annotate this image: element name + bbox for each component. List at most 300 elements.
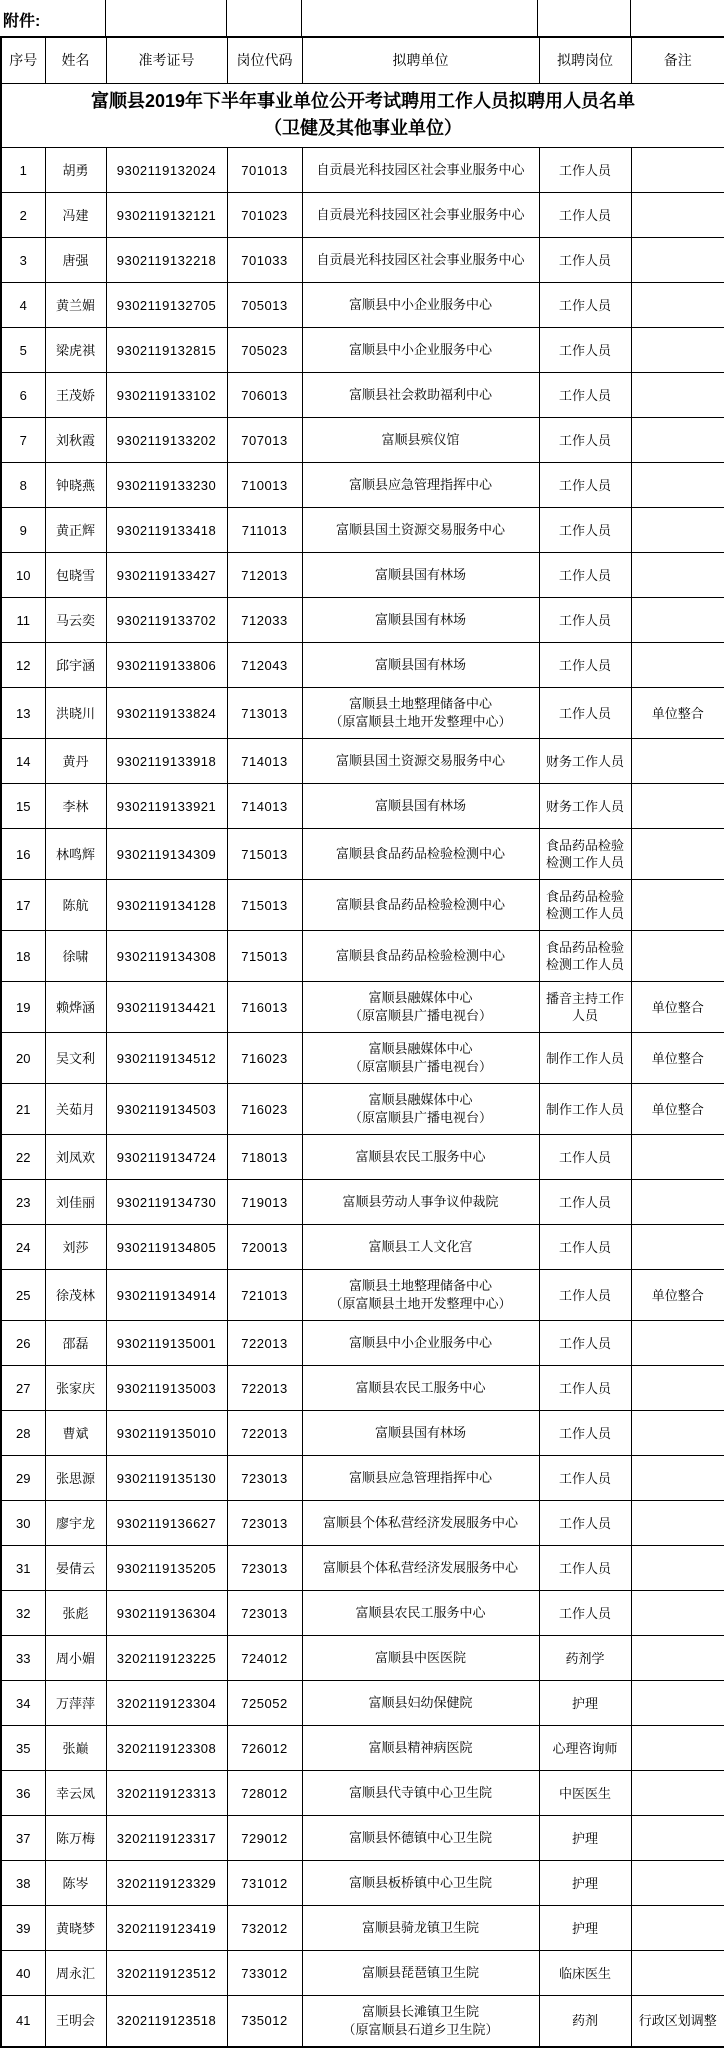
table-row xyxy=(1,1771,724,1816)
table-row xyxy=(1,1906,724,1951)
cell-code: 716023 xyxy=(227,1084,302,1135)
cell-code: 718013 xyxy=(227,1135,302,1180)
cell-unit xyxy=(302,1771,539,1816)
cell-name: 邵磊 xyxy=(45,1321,106,1366)
cell-unit xyxy=(302,1816,539,1861)
cell-position: 工作人员 xyxy=(539,1225,631,1270)
cell-remark xyxy=(631,1951,724,1996)
cell-remark xyxy=(631,1906,724,1951)
cell-name: 黄晓梦 xyxy=(45,1906,106,1951)
cell-unit xyxy=(302,784,539,829)
table-row xyxy=(1,1270,724,1321)
table-row xyxy=(1,193,724,238)
cell-code: 720013 xyxy=(227,1225,302,1270)
cell-remark xyxy=(631,880,724,931)
cell-no: 11 xyxy=(1,598,45,643)
cell-code: 731012 xyxy=(227,1861,302,1906)
table-row xyxy=(1,463,724,508)
cell-remark xyxy=(631,553,724,598)
unit-name: 自贡晨光科技园区社会事业服务中心 xyxy=(316,162,525,178)
cell-position: 食品药品检验检测工作人员 xyxy=(539,829,631,880)
cell-code: 705013 xyxy=(227,283,302,328)
cell-no: 8 xyxy=(1,463,45,508)
cell-code: 722013 xyxy=(227,1411,302,1456)
unit-name: 富顺县国土资源交易服务中心 xyxy=(335,753,505,769)
unit-name: 富顺县食品药品检验检测中心 xyxy=(335,948,505,964)
cell-code: 719013 xyxy=(227,1180,302,1225)
cell-code: 714013 xyxy=(227,784,302,829)
cell-exam-no: 9302119134805 xyxy=(106,1225,227,1270)
cell-remark xyxy=(631,373,724,418)
cell-code: 710013 xyxy=(227,463,302,508)
cell-position: 制作工作人员 xyxy=(539,1084,631,1135)
cell-no: 31 xyxy=(1,1546,45,1591)
cell-code: 706013 xyxy=(227,373,302,418)
cell-name: 洪晓川 xyxy=(45,688,106,739)
cell-exam-no: 9302119133202 xyxy=(106,418,227,463)
cell-name: 钟晓燕 xyxy=(45,463,106,508)
col-header-name: 姓名 xyxy=(45,37,106,83)
cell-exam-no: 9302119134730 xyxy=(106,1180,227,1225)
table-row xyxy=(1,688,724,739)
cell-remark xyxy=(631,508,724,553)
unit-name: 富顺县融媒体中心 xyxy=(368,990,473,1006)
cell-unit xyxy=(302,982,539,1033)
cell-unit xyxy=(302,1501,539,1546)
cell-no: 18 xyxy=(1,931,45,982)
cell-no: 41 xyxy=(1,1996,45,2047)
cell-position: 护理 xyxy=(539,1861,631,1906)
cell-no: 3 xyxy=(1,238,45,283)
cell-unit xyxy=(302,148,539,193)
cell-code: 701033 xyxy=(227,238,302,283)
cell-position: 食品药品检验检测工作人员 xyxy=(539,880,631,931)
cell-no: 14 xyxy=(1,739,45,784)
cell-remark xyxy=(631,328,724,373)
cell-remark xyxy=(631,1681,724,1726)
cell-code: 715013 xyxy=(227,880,302,931)
cell-position: 工作人员 xyxy=(539,283,631,328)
cell-code: 701023 xyxy=(227,193,302,238)
cell-unit xyxy=(302,829,539,880)
col-header-position: 拟聘岗位 xyxy=(539,37,631,83)
cell-position: 工作人员 xyxy=(539,1411,631,1456)
unit-former-name: （原富顺县广播电视台） xyxy=(348,1008,492,1024)
cell-exam-no: 3202119123304 xyxy=(106,1681,227,1726)
cell-position: 工作人员 xyxy=(539,1366,631,1411)
cell-code: 707013 xyxy=(227,418,302,463)
cell-remark xyxy=(631,1456,724,1501)
cell-no: 30 xyxy=(1,1501,45,1546)
cell-no: 20 xyxy=(1,1033,45,1084)
table-row xyxy=(1,1321,724,1366)
cell-unit xyxy=(302,1861,539,1906)
cell-exam-no: 9302119134309 xyxy=(106,829,227,880)
unit-name: 富顺县国有林场 xyxy=(374,657,466,673)
cell-position: 药剂学 xyxy=(539,1636,631,1681)
table-row xyxy=(1,739,724,784)
cell-exam-no: 9302119135001 xyxy=(106,1321,227,1366)
cell-position: 护理 xyxy=(539,1816,631,1861)
table-row xyxy=(1,508,724,553)
cell-exam-no: 9302119132024 xyxy=(106,148,227,193)
cell-name: 邱宇涵 xyxy=(45,643,106,688)
unit-name: 富顺县农民工服务中心 xyxy=(355,1605,486,1621)
cell-no: 25 xyxy=(1,1270,45,1321)
cell-unit xyxy=(302,1906,539,1951)
cell-unit xyxy=(302,1270,539,1321)
cell-unit xyxy=(302,739,539,784)
cell-unit xyxy=(302,1996,539,2047)
cell-name: 张彪 xyxy=(45,1591,106,1636)
cell-code: 712043 xyxy=(227,643,302,688)
cell-no: 26 xyxy=(1,1321,45,1366)
cell-position: 工作人员 xyxy=(539,598,631,643)
cell-code: 712033 xyxy=(227,598,302,643)
cell-exam-no: 9302119134724 xyxy=(106,1135,227,1180)
table-row xyxy=(1,598,724,643)
cell-name: 王明会 xyxy=(45,1996,106,2047)
cell-code: 722013 xyxy=(227,1366,302,1411)
cell-no: 2 xyxy=(1,193,45,238)
table-row xyxy=(1,1084,724,1135)
cell-no: 22 xyxy=(1,1135,45,1180)
unit-name: 富顺县长滩镇卫生院 xyxy=(361,2003,479,2019)
unit-name: 富顺县殡仪馆 xyxy=(381,432,460,448)
table-row xyxy=(1,553,724,598)
cell-name: 关茹月 xyxy=(45,1084,106,1135)
cell-unit xyxy=(302,328,539,373)
unit-name: 富顺县工人文化宫 xyxy=(368,1239,473,1255)
cell-name: 徐茂林 xyxy=(45,1270,106,1321)
cell-name: 梁虎祺 xyxy=(45,328,106,373)
cell-position: 工作人员 xyxy=(539,1180,631,1225)
cell-position: 工作人员 xyxy=(539,688,631,739)
table-row xyxy=(1,1546,724,1591)
cell-code: 729012 xyxy=(227,1816,302,1861)
cell-remark xyxy=(631,238,724,283)
grid-line xyxy=(630,0,631,36)
cell-position: 中医医生 xyxy=(539,1771,631,1816)
cell-exam-no: 9302119134512 xyxy=(106,1033,227,1084)
cell-remark xyxy=(631,1546,724,1591)
table-row xyxy=(1,880,724,931)
cell-exam-no: 9302119134503 xyxy=(106,1084,227,1135)
cell-exam-no: 9302119134914 xyxy=(106,1270,227,1321)
cell-position: 药剂 xyxy=(539,1996,631,2047)
cell-name: 徐啸 xyxy=(45,931,106,982)
cell-exam-no: 3202119123512 xyxy=(106,1951,227,1996)
cell-exam-no: 9302119133806 xyxy=(106,643,227,688)
cell-exam-no: 9302119134308 xyxy=(106,931,227,982)
cell-remark xyxy=(631,1366,724,1411)
unit-former-name: （原富顺县土地开发整理中心） xyxy=(329,714,512,730)
cell-position: 工作人员 xyxy=(539,1321,631,1366)
table-row xyxy=(1,982,724,1033)
unit-name: 富顺县个体私营经济发展服务中心 xyxy=(322,1560,518,1576)
grid-line xyxy=(537,0,538,36)
cell-position: 心理咨询师 xyxy=(539,1726,631,1771)
cell-no: 12 xyxy=(1,643,45,688)
cell-remark xyxy=(631,1501,724,1546)
cell-exam-no: 3202119123317 xyxy=(106,1816,227,1861)
cell-remark xyxy=(631,418,724,463)
cell-no: 17 xyxy=(1,880,45,931)
table-title-row xyxy=(1,83,724,148)
cell-no: 16 xyxy=(1,829,45,880)
cell-exam-no: 9302119135003 xyxy=(106,1366,227,1411)
cell-exam-no: 9302119133824 xyxy=(106,688,227,739)
unit-former-name: （原富顺县广播电视台） xyxy=(348,1110,492,1126)
cell-name: 唐强 xyxy=(45,238,106,283)
cell-position: 工作人员 xyxy=(539,553,631,598)
cell-code: 723013 xyxy=(227,1456,302,1501)
cell-remark xyxy=(631,1816,724,1861)
cell-exam-no: 9302119136304 xyxy=(106,1591,227,1636)
cell-name: 张思源 xyxy=(45,1456,106,1501)
cell-code: 716023 xyxy=(227,1033,302,1084)
cell-no: 13 xyxy=(1,688,45,739)
cell-no: 24 xyxy=(1,1225,45,1270)
table-header xyxy=(1,37,724,83)
table-row xyxy=(1,1456,724,1501)
cell-no: 1 xyxy=(1,148,45,193)
cell-code: 721013 xyxy=(227,1270,302,1321)
unit-former-name: （原富顺县石道乡卫生院） xyxy=(342,2022,499,2038)
cell-name: 刘佳丽 xyxy=(45,1180,106,1225)
cell-unit xyxy=(302,418,539,463)
cell-exam-no: 9302119133418 xyxy=(106,508,227,553)
unit-name: 富顺县板桥镇中心卫生院 xyxy=(348,1875,492,1891)
cell-unit xyxy=(302,1951,539,1996)
unit-former-name: （原富顺县广播电视台） xyxy=(348,1059,492,1075)
cell-exam-no: 3202119123518 xyxy=(106,1996,227,2047)
cell-code: 716013 xyxy=(227,982,302,1033)
cell-unit xyxy=(302,193,539,238)
unit-name: 富顺县精神病医院 xyxy=(368,1740,473,1756)
cell-unit xyxy=(302,238,539,283)
cell-unit xyxy=(302,1546,539,1591)
unit-name: 富顺县融媒体中心 xyxy=(368,1041,473,1057)
cell-unit xyxy=(302,598,539,643)
cell-position: 制作工作人员 xyxy=(539,1033,631,1084)
cell-no: 15 xyxy=(1,784,45,829)
cell-unit xyxy=(302,1033,539,1084)
cell-position: 工作人员 xyxy=(539,193,631,238)
cell-name: 包晓雪 xyxy=(45,553,106,598)
unit-name: 富顺县土地整理储备中心 xyxy=(348,1278,492,1294)
cell-code: 733012 xyxy=(227,1951,302,1996)
title-line-1: 富顺县2019年下半年事业单位公开考试聘用工作人员拟聘用人员名单 xyxy=(90,90,636,111)
cell-remark: 单位整合 xyxy=(631,982,724,1033)
cell-position: 工作人员 xyxy=(539,1591,631,1636)
cell-exam-no: 9302119133921 xyxy=(106,784,227,829)
cell-unit xyxy=(302,373,539,418)
cell-position: 工作人员 xyxy=(539,418,631,463)
cell-remark xyxy=(631,739,724,784)
cell-remark xyxy=(631,784,724,829)
cell-unit xyxy=(302,1225,539,1270)
cell-remark xyxy=(631,148,724,193)
cell-exam-no: 3202119123329 xyxy=(106,1861,227,1906)
table-row xyxy=(1,1366,724,1411)
cell-remark xyxy=(631,1591,724,1636)
table-row xyxy=(1,373,724,418)
cell-code: 723013 xyxy=(227,1546,302,1591)
cell-code: 711013 xyxy=(227,508,302,553)
cell-position: 工作人员 xyxy=(539,1501,631,1546)
grid-line xyxy=(226,0,227,36)
cell-name: 晏倩云 xyxy=(45,1546,106,1591)
cell-remark xyxy=(631,598,724,643)
unit-name: 富顺县怀德镇中心卫生院 xyxy=(348,1830,492,1846)
unit-name: 富顺县应急管理指挥中心 xyxy=(348,477,492,493)
table-row xyxy=(1,1501,724,1546)
cell-unit xyxy=(302,553,539,598)
cell-exam-no: 9302119133427 xyxy=(106,553,227,598)
cell-name: 刘莎 xyxy=(45,1225,106,1270)
cell-name: 陈岑 xyxy=(45,1861,106,1906)
unit-name: 富顺县个体私营经济发展服务中心 xyxy=(322,1515,518,1531)
cell-name: 幸云凤 xyxy=(45,1771,106,1816)
attachment-label: 附件: xyxy=(3,13,41,30)
cell-unit xyxy=(302,1084,539,1135)
cell-exam-no: 3202119123419 xyxy=(106,1906,227,1951)
cell-remark xyxy=(631,193,724,238)
table-row xyxy=(1,1726,724,1771)
cell-unit xyxy=(302,508,539,553)
cell-exam-no: 3202119123225 xyxy=(106,1636,227,1681)
cell-name: 林鸣辉 xyxy=(45,829,106,880)
cell-unit xyxy=(302,1411,539,1456)
table-row xyxy=(1,1681,724,1726)
cell-code: 701013 xyxy=(227,148,302,193)
table-body xyxy=(1,148,724,2047)
cell-unit xyxy=(302,283,539,328)
cell-no: 21 xyxy=(1,1084,45,1135)
cell-name: 王茂娇 xyxy=(45,373,106,418)
cell-name: 廖宇龙 xyxy=(45,1501,106,1546)
grid-line xyxy=(105,0,106,36)
cell-name: 赖烨涵 xyxy=(45,982,106,1033)
cell-unit xyxy=(302,1636,539,1681)
unit-name: 富顺县食品药品检验检测中心 xyxy=(335,897,505,913)
cell-remark xyxy=(631,1771,724,1816)
table-row xyxy=(1,283,724,328)
cell-code: 715013 xyxy=(227,931,302,982)
cell-remark: 单位整合 xyxy=(631,1084,724,1135)
unit-name: 富顺县国土资源交易服务中心 xyxy=(335,522,505,538)
unit-name: 富顺县中医医院 xyxy=(374,1650,466,1666)
cell-position: 播音主持工作人员 xyxy=(539,982,631,1033)
cell-unit xyxy=(302,1180,539,1225)
cell-exam-no: 9302119133918 xyxy=(106,739,227,784)
unit-name: 富顺县中小企业服务中心 xyxy=(348,297,492,313)
cell-no: 6 xyxy=(1,373,45,418)
cell-no: 36 xyxy=(1,1771,45,1816)
table-row xyxy=(1,238,724,283)
cell-position: 工作人员 xyxy=(539,643,631,688)
table-row xyxy=(1,829,724,880)
cell-name: 周永汇 xyxy=(45,1951,106,1996)
cell-code: 713013 xyxy=(227,688,302,739)
cell-code: 723013 xyxy=(227,1501,302,1546)
cell-exam-no: 9302119135130 xyxy=(106,1456,227,1501)
unit-name: 富顺县融媒体中心 xyxy=(368,1092,473,1108)
unit-name: 富顺县社会救助福利中心 xyxy=(348,387,492,403)
unit-name: 富顺县国有林场 xyxy=(374,612,466,628)
cell-no: 5 xyxy=(1,328,45,373)
cell-position: 临床医生 xyxy=(539,1951,631,1996)
cell-no: 34 xyxy=(1,1681,45,1726)
cell-no: 4 xyxy=(1,283,45,328)
unit-name: 自贡晨光科技园区社会事业服务中心 xyxy=(316,207,525,223)
cell-position: 工作人员 xyxy=(539,1456,631,1501)
cell-no: 37 xyxy=(1,1816,45,1861)
cell-no: 9 xyxy=(1,508,45,553)
cell-name: 黄正辉 xyxy=(45,508,106,553)
unit-name: 富顺县琵琶镇卫生院 xyxy=(361,1965,479,1981)
table-row xyxy=(1,1861,724,1906)
cell-no: 29 xyxy=(1,1456,45,1501)
cell-no: 28 xyxy=(1,1411,45,1456)
cell-remark xyxy=(631,1411,724,1456)
unit-name: 富顺县骑龙镇卫生院 xyxy=(361,1920,479,1936)
table-row xyxy=(1,1180,724,1225)
cell-code: 728012 xyxy=(227,1771,302,1816)
unit-name: 富顺县土地整理储备中心 xyxy=(348,696,492,712)
attachment-bar xyxy=(0,0,724,36)
table-row xyxy=(1,1951,724,1996)
cell-unit xyxy=(302,1321,539,1366)
cell-exam-no: 9302119135010 xyxy=(106,1411,227,1456)
cell-no: 10 xyxy=(1,553,45,598)
cell-exam-no: 9302119132705 xyxy=(106,283,227,328)
cell-unit xyxy=(302,643,539,688)
cell-no: 38 xyxy=(1,1861,45,1906)
cell-code: 715013 xyxy=(227,829,302,880)
unit-former-name: （原富顺县土地开发整理中心） xyxy=(329,1296,512,1312)
cell-unit xyxy=(302,880,539,931)
cell-exam-no: 9302119134421 xyxy=(106,982,227,1033)
cell-remark xyxy=(631,1180,724,1225)
cell-exam-no: 9302119132121 xyxy=(106,193,227,238)
cell-position: 工作人员 xyxy=(539,1135,631,1180)
cell-code: 714013 xyxy=(227,739,302,784)
table-row xyxy=(1,784,724,829)
unit-name: 自贡晨光科技园区社会事业服务中心 xyxy=(316,252,525,268)
unit-name: 富顺县食品药品检验检测中心 xyxy=(335,846,505,862)
cell-position: 财务工作人员 xyxy=(539,739,631,784)
cell-position: 工作人员 xyxy=(539,463,631,508)
cell-code: 705023 xyxy=(227,328,302,373)
unit-name: 富顺县国有林场 xyxy=(374,798,466,814)
cell-remark xyxy=(631,1726,724,1771)
cell-remark xyxy=(631,931,724,982)
cell-exam-no: 9302119135205 xyxy=(106,1546,227,1591)
unit-name: 富顺县中小企业服务中心 xyxy=(348,342,492,358)
table-row xyxy=(1,1033,724,1084)
cell-name: 胡勇 xyxy=(45,148,106,193)
cell-position: 工作人员 xyxy=(539,148,631,193)
unit-name: 富顺县国有林场 xyxy=(374,567,466,583)
table-row xyxy=(1,1591,724,1636)
table-row xyxy=(1,418,724,463)
title-line-2: （卫健及其他事业单位） xyxy=(264,118,462,139)
cell-exam-no: 9302119132218 xyxy=(106,238,227,283)
cell-name: 曹斌 xyxy=(45,1411,106,1456)
table-row xyxy=(1,1636,724,1681)
